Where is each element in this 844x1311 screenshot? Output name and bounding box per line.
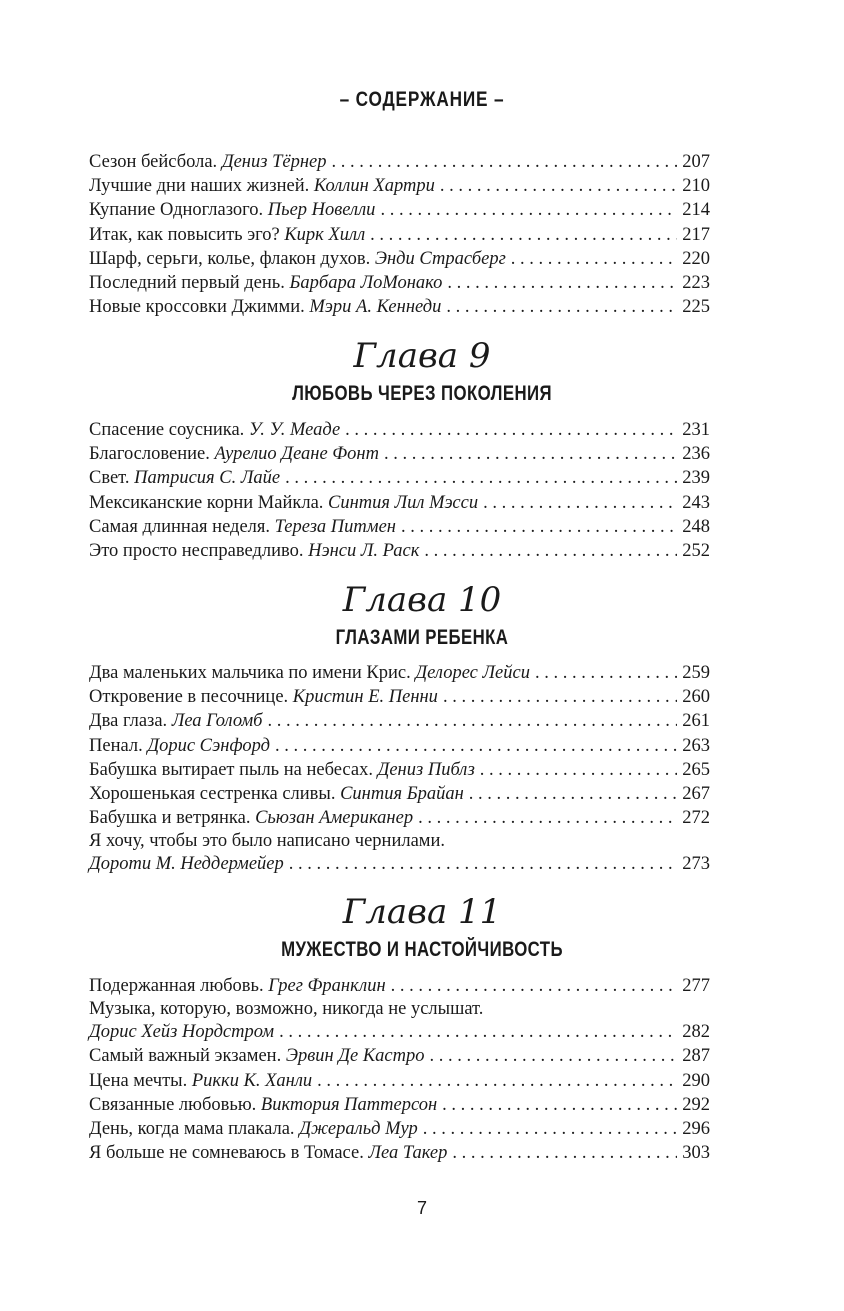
entry-author: Патрисия С. Лайе <box>134 468 281 489</box>
leader-dots <box>331 150 677 174</box>
entry-author: Джеральд Мур <box>299 1118 418 1139</box>
entry-page: 225 <box>682 297 710 318</box>
leader-dots <box>446 295 677 319</box>
entry-title: Самая длинная неделя. <box>89 516 271 537</box>
chapter-10-subtitle: ГЛАЗАМИ РЕБЕНКА <box>335 626 509 649</box>
toc-entry <box>89 515 710 539</box>
entry-page: 272 <box>682 808 710 829</box>
entry-title: Самый важный экзамен. <box>89 1046 282 1067</box>
toc-entry <box>89 661 710 685</box>
entry-title: Подержанная любовь. <box>89 976 264 996</box>
leader-dots <box>380 198 677 222</box>
entry-title: Шарф, серьги, колье, флакон духов. <box>89 248 371 269</box>
entry-page: 210 <box>682 176 710 197</box>
entry-title: Пенал. <box>89 735 143 756</box>
entry-page: 282 <box>682 1022 710 1043</box>
entry-author: Кристин Е. Пенни <box>292 687 438 708</box>
entry-title: Спасение соусника. <box>89 420 245 440</box>
toc-entry <box>89 685 710 709</box>
leader-dots <box>268 709 678 733</box>
entry-page: 277 <box>682 976 710 996</box>
entry-author: Дорис Хейз Нордстром <box>89 1022 275 1043</box>
entry-author: Коллин Хартри <box>313 176 435 197</box>
entry-page: 263 <box>682 735 710 756</box>
entry-title: День, когда мама плакала. <box>89 1118 295 1139</box>
leader-dots <box>317 1069 677 1093</box>
leader-dots <box>469 782 677 806</box>
entry-page: 261 <box>682 711 710 732</box>
entry-page: 296 <box>682 1118 710 1139</box>
entry-page: 260 <box>682 687 710 708</box>
leader-dots <box>418 806 677 830</box>
toc-entry <box>89 198 710 222</box>
page-number: 7 <box>416 1198 427 1218</box>
leader-dots <box>430 1044 678 1068</box>
leader-dots <box>391 974 678 998</box>
toc-section-continued <box>89 150 710 319</box>
entry-author: Кирк Хилл <box>284 224 366 245</box>
entry-title: Итак, как повысить эго? <box>89 224 280 245</box>
entry-title: Последний первый день. <box>89 272 285 293</box>
entry-author: Виктория Паттерсон <box>260 1094 438 1115</box>
toc-entry <box>89 1069 710 1093</box>
entry-title: Бабушка вытирает пыль на небесах. <box>89 759 373 780</box>
leader-dots <box>424 539 677 563</box>
leader-dots <box>289 852 678 876</box>
entry-author: Рикки К. Ханли <box>191 1070 313 1091</box>
page-header: – СОДЕРЖАНИЕ – <box>339 88 505 111</box>
entry-title: Два глаза. <box>89 711 168 732</box>
chapter-11-subtitle: МУЖЕСТВО И НАСТОЙЧИВОСТЬ <box>281 938 563 961</box>
toc-entry <box>89 491 710 515</box>
toc-entry <box>89 150 710 174</box>
entry-title: Хорошенькая сестренка сливы. <box>89 783 336 804</box>
toc-entry <box>89 974 710 998</box>
toc-entry <box>89 806 710 830</box>
entry-author: Синтия Брайан <box>340 783 464 804</box>
toc-entry <box>89 418 710 442</box>
entry-page: 214 <box>682 200 710 221</box>
entry-author: Делорес Лейси <box>415 663 530 683</box>
entry-title: Мексиканские корни Майкла. <box>89 492 324 513</box>
toc-entry-author-line <box>89 852 710 876</box>
leader-dots <box>275 734 677 758</box>
entry-author: Грег Франклин <box>268 976 386 996</box>
leader-dots <box>483 491 677 515</box>
leader-dots <box>279 1020 677 1044</box>
entry-title: Бабушка и ветрянка. <box>89 808 251 829</box>
entry-title: Цена мечты. <box>89 1070 188 1091</box>
toc-entry <box>89 758 710 782</box>
toc-entry <box>89 466 710 490</box>
toc-entry <box>89 295 710 319</box>
toc-entry-author-line <box>89 1020 710 1044</box>
entry-page: 265 <box>682 759 710 780</box>
entry-title: Сезон бейсбола. <box>89 152 218 172</box>
toc-entry <box>89 734 710 758</box>
entry-title: Свет. <box>89 468 130 489</box>
entry-title: Благословение. <box>89 444 210 465</box>
toc-entry <box>89 1117 710 1141</box>
leader-dots <box>345 418 677 442</box>
entry-page: 303 <box>682 1143 710 1164</box>
entry-page: 267 <box>682 783 710 804</box>
entry-page: 217 <box>682 224 710 245</box>
toc-entry <box>89 1093 710 1117</box>
entry-page: 223 <box>682 272 710 293</box>
entry-author: Леа Такер <box>368 1143 448 1164</box>
entry-page: 287 <box>682 1046 710 1067</box>
chapter-9-entries <box>89 418 710 563</box>
leader-dots <box>442 1093 677 1117</box>
toc-entry <box>89 247 710 271</box>
toc-entry <box>89 782 710 806</box>
entry-author: Аурелио Деане Фонт <box>214 444 379 465</box>
entry-page: 236 <box>682 444 710 465</box>
chapter-11-title: Глава 11 <box>342 892 502 932</box>
toc-entry <box>89 1044 710 1068</box>
entry-author: Барбара ЛоМонако <box>289 272 443 293</box>
entry-page: 290 <box>682 1070 710 1091</box>
entry-title: Два маленьких мальчика по имени Крис. <box>89 663 411 683</box>
toc-entry <box>89 539 710 563</box>
entry-author: У. У. Меаде <box>248 420 341 440</box>
leader-dots <box>370 223 677 247</box>
entry-author: Эрвин Де Кастро <box>285 1046 425 1067</box>
entry-author: Дениз Пиблз <box>377 759 475 780</box>
entry-page: 220 <box>682 248 710 269</box>
leader-dots <box>440 174 677 198</box>
entry-title: Новые кроссовки Джимми. <box>89 297 305 318</box>
leader-dots <box>480 758 677 782</box>
leader-dots <box>285 466 677 490</box>
entry-author: Мэри А. Кеннеди <box>309 297 442 318</box>
entry-author: Дорис Сэнфорд <box>147 735 270 756</box>
chapter-10-entries <box>89 661 710 877</box>
leader-dots <box>384 442 677 466</box>
toc-entry <box>89 223 710 247</box>
toc-entry-two-line <box>89 830 710 876</box>
leader-dots <box>535 661 677 685</box>
leader-dots <box>511 247 677 271</box>
toc-entry <box>89 442 710 466</box>
entry-page: 248 <box>682 516 710 537</box>
leader-dots <box>452 1141 677 1165</box>
entry-title: Я больше не сомневаюсь в Томасе. <box>89 1143 364 1164</box>
entry-page: 243 <box>682 492 710 513</box>
entry-author: Сьюзан Американер <box>255 808 414 829</box>
toc-entry <box>89 1141 710 1165</box>
entry-page: 292 <box>682 1094 710 1115</box>
entry-author: Тереза Питмен <box>274 516 396 537</box>
toc-entry <box>89 174 710 198</box>
chapter-9-title: Глава 9 <box>353 336 491 376</box>
entry-author: Пьер Новелли <box>267 200 376 221</box>
entry-author: Синтия Лил Мэсси <box>328 492 479 513</box>
entry-title: Музыка, которую, возможно, никогда не услышат. <box>89 999 484 1020</box>
entry-title: Откровение в песочнице. <box>89 687 289 708</box>
leader-dots <box>401 515 677 539</box>
entry-title: Это просто несправедливо. <box>89 540 304 561</box>
toc-entry <box>89 709 710 733</box>
entry-title: Лучшие дни наших жизней. <box>89 176 310 197</box>
entry-page: 239 <box>682 468 710 489</box>
leader-dots <box>423 1117 678 1141</box>
entry-author: Леа Голомб <box>171 711 263 732</box>
entry-page: 273 <box>682 854 710 875</box>
chapter-11-entries <box>89 974 710 1165</box>
entry-title: Купание Одноглазого. <box>89 200 264 221</box>
entry-page: 231 <box>682 420 710 440</box>
toc-entry-two-line <box>89 998 710 1044</box>
chapter-10-title: Глава 10 <box>342 580 502 620</box>
toc-entry <box>89 271 710 295</box>
entry-author: Дороти М. Неддермейер <box>89 854 284 875</box>
entry-author: Дениз Тёрнер <box>221 152 327 172</box>
entry-page: 259 <box>682 663 710 683</box>
entry-author: Нэнси Л. Раск <box>308 540 420 561</box>
entry-title: Я хочу, чтобы это было написано чернилами. <box>89 831 446 852</box>
entry-title: Связанные любовью. <box>89 1094 257 1115</box>
leader-dots <box>443 685 677 709</box>
chapter-9-subtitle: ЛЮБОВЬ ЧЕРЕЗ ПОКОЛЕНИЯ <box>292 382 552 405</box>
entry-page: 207 <box>682 152 710 172</box>
leader-dots <box>447 271 677 295</box>
entry-page: 252 <box>682 540 710 561</box>
entry-author: Энди Страсберг <box>374 248 506 269</box>
